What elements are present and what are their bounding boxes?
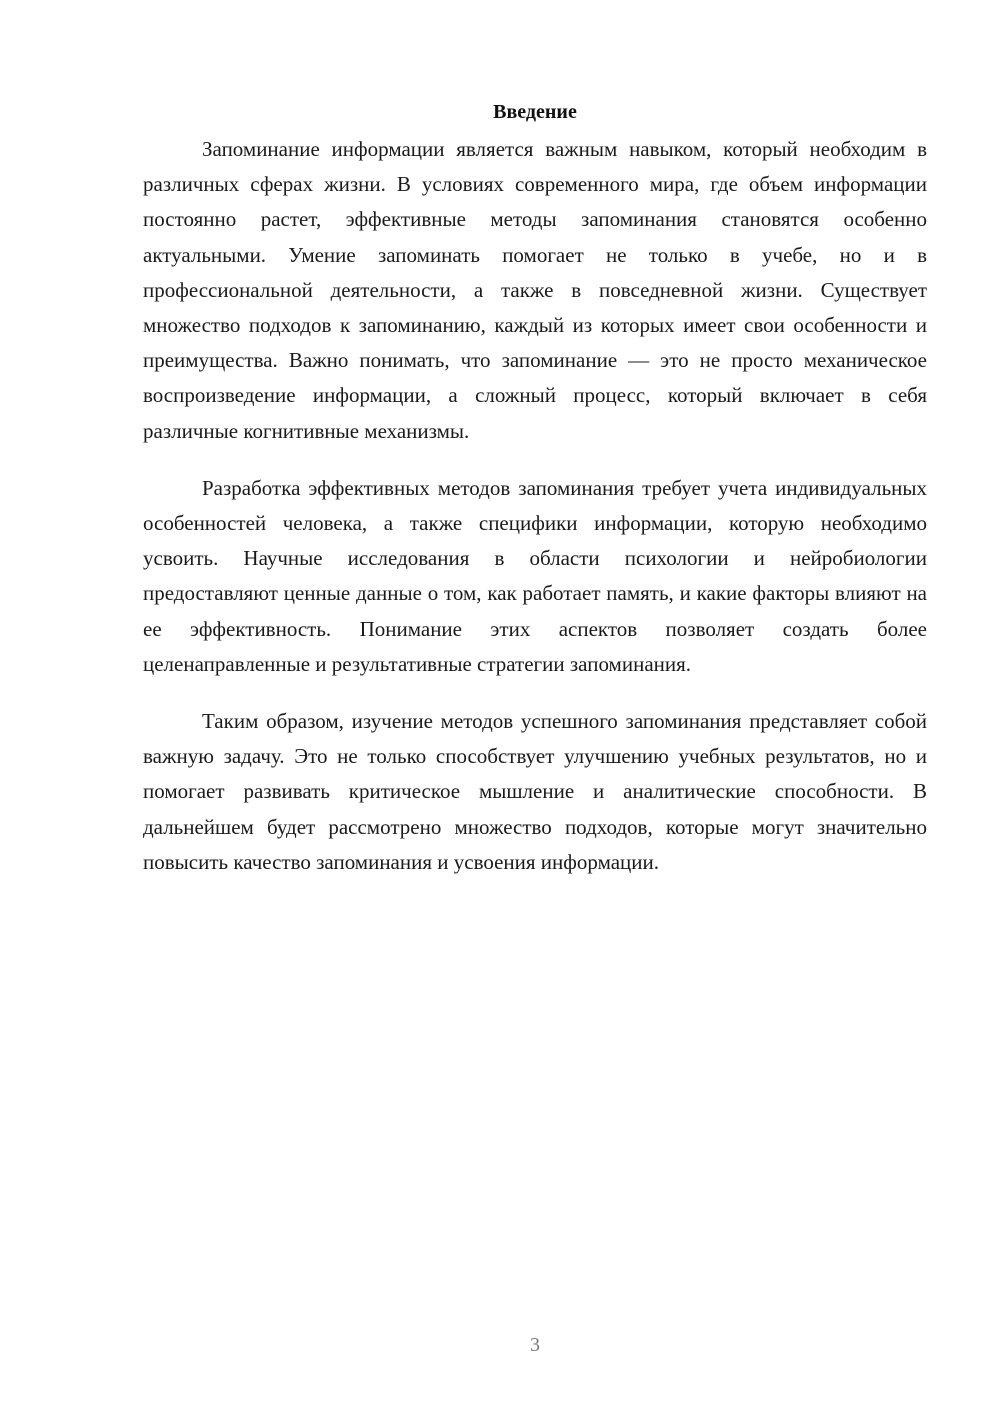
paragraph-1: Запоминание информации является важным навыком, который необходим в различных сферах жизни. В условиях современного мира, где объем информации постоянно растет, эффективные методы запоминания становятся особенно актуальными. Умение запоминать помогает не только в учебе, но и в профессиональной деятельности, а также в повседневной жизни. Существует множество подходов к запоминанию, каждый из которых имеет свои особенности и преимущества. Важно понимать, что запоминание — это не просто механическое воспроизведение информации, а сложный процесс, который включает в себя различные когнитивные механизмы. <box>143 137 927 443</box>
paragraph-3: Таким образом, изучение методов успешного запоминания представляет собой важную задачу. Это не только способствует улучшению учебных результатов, но и помогает развивать критическое мышление и аналитические способности. В дальнейшем будет рассмотрено множество подходов, которые могут значительно повысить качество запоминания и усвоения информации. <box>143 709 927 874</box>
paragraph-2: Разработка эффективных методов запоминания требует учета индивидуальных особенностей человека, а также специфики информации, которую необходимо усвоить. Научные исследования в области психологии и нейробиологии предоставляют ценные данные о том, как работает память, и какие факторы влияют на ее эффективность. Понимание этих аспектов позволяет создать более целенаправленные и результативные стратегии запоминания. <box>143 475 927 676</box>
page-number: 3 <box>530 1334 540 1356</box>
document-body <box>143 96 927 902</box>
section-title: Введение <box>493 101 577 123</box>
